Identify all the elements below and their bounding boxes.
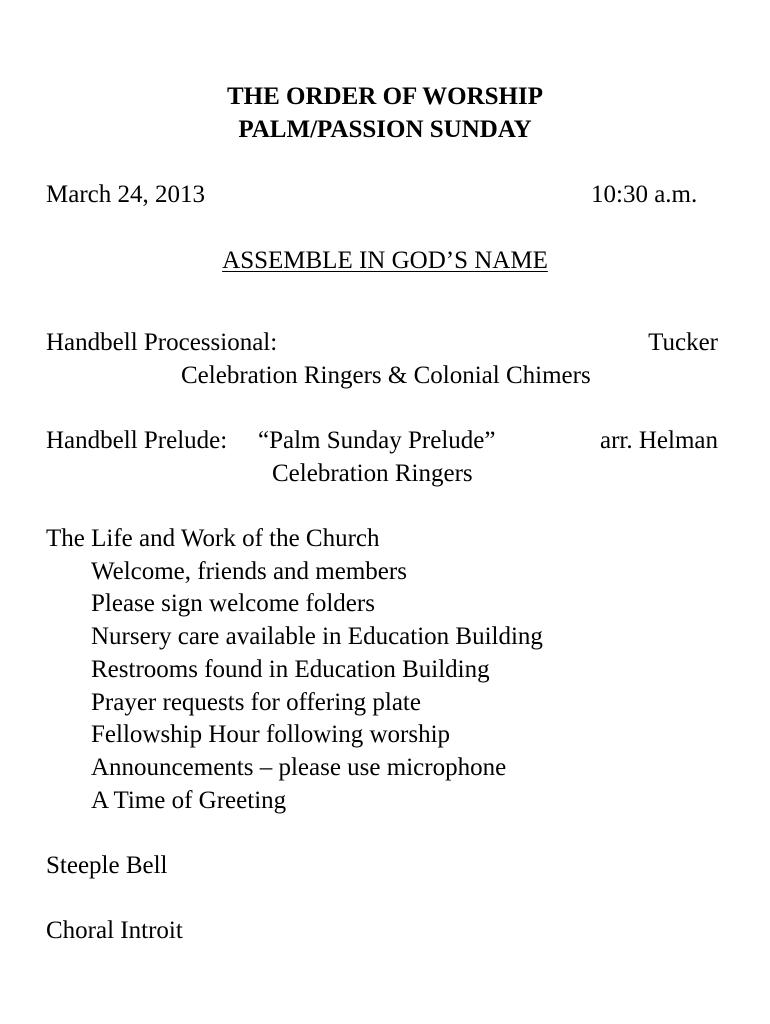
title-line-2: PALM/PASSION SUNDAY [238, 116, 532, 143]
list-item: A Time of Greeting [91, 787, 287, 814]
choral-introit: Choral Introit [46, 917, 183, 944]
processional-composer: Tucker [648, 329, 718, 356]
steeple-bell: Steeple Bell [46, 852, 168, 879]
section-heading [0, 246, 770, 276]
processional-label: Handbell Processional: [46, 329, 278, 356]
prelude-arranger: arr. Helman [599, 427, 718, 454]
service-date: March 24, 2013 [46, 181, 205, 208]
list-item: Restrooms found in Education Building [91, 656, 490, 683]
title-line-1: THE ORDER OF WORSHIP [226, 83, 543, 110]
prelude-label: Handbell Prelude: [46, 427, 228, 454]
service-time: 10:30 a.m. [591, 181, 698, 208]
prelude-piece: “Palm Sunday Prelude” [258, 427, 496, 454]
list-item: Welcome, friends and members [91, 558, 407, 585]
prelude-performers: Celebration Ringers [272, 460, 473, 487]
section-heading-text: ASSEMBLE IN GOD’S NAME [222, 247, 548, 274]
list-item: Announcements – please use microphone [91, 754, 507, 781]
processional-performers: Celebration Ringers & Colonial Chimers [181, 362, 591, 389]
life-and-work-heading: The Life and Work of the Church [46, 525, 380, 552]
list-item: Prayer requests for offering plate [91, 689, 421, 716]
list-item: Fellowship Hour following worship [91, 721, 451, 748]
list-item: Please sign welcome folders [91, 590, 375, 617]
list-item: Nursery care available in Education Building [91, 623, 543, 650]
